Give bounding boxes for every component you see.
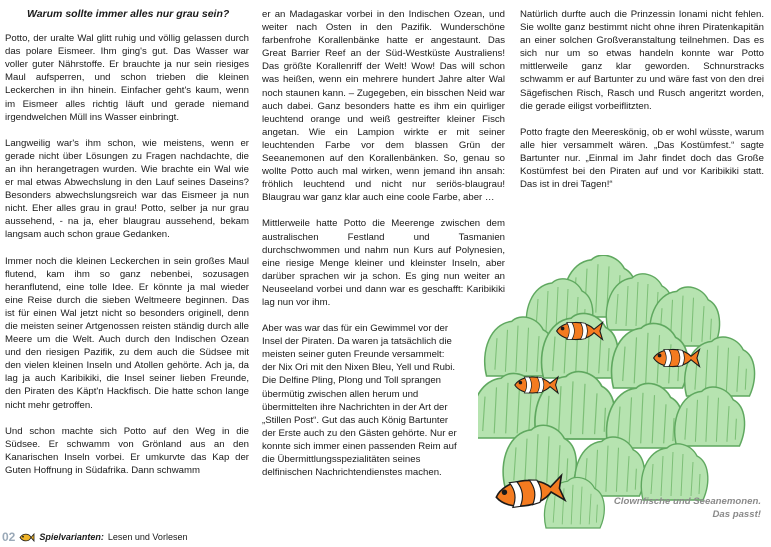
- caption-line: Clownfische und Seeanemonen.: [613, 496, 761, 507]
- page-number: 02: [2, 530, 16, 544]
- text-column-3: [520, 8, 764, 204]
- paragraph: Und schon machte sich Potto auf den Weg in die Südsee. Er schwamm von Grönland aus an den Kanarischen Inseln vorbei. Er umkurvte das Kap der Guten Hoffnung in Südafrika. Dann schwamm: [5, 425, 249, 476]
- paragraph: Mittlerweile hatte Potto die Meerenge zwischen dem australischen Festland und Tasmanien durchschwommen und nahm nun Kurs auf Polynesien, eine riesige Menge kleiner und kleinster Inseln, aber darüber sprachen wir ja schon. Es ging nun weiter an Neuseeland vorbei und dann war es geschafft: Karibikiki lag nun vor ihm.: [262, 218, 505, 308]
- article-title: Warum sollte immer alles nur grau sein?: [27, 8, 230, 20]
- paragraph: Langweilig war's ihm schon, wie meistens, wenn er gerade nicht über Lösungen zu Fragen nachdachte, die an ihn herangetragen wurden. Wie brachte ein Wal wie er mal etwas Abwechslung in den Lauf seines Daseins? Besonders abwechslungsreich war das Eismeer ja nun nicht. Eher alles grau in grau! Potto, selber ja nur grau aussehend, - na ja, eher blaugrau aussehend, bekam langsam auch schon graue Gedanken.: [5, 137, 249, 241]
- illustration-caption: [614, 496, 761, 521]
- paragraph: Potto fragte den Meereskönig, ob er wohl wüsste, warum alle hier versammelt wären. „Das Kostümfest.“ sagte Bartunter nur. „Einmal im Jahr findet doch das Große Kostümfest bei den Piraten auf und vor Karibikiki statt. Das ist in drei Tagen!“: [520, 126, 764, 191]
- section-label: Spielvarianten:: [39, 532, 104, 542]
- paragraph: Natürlich durfte auch die Prinzessin Ionami nicht fehlen. Sie wollte ganz bestimmt nicht ohne ihren Piratenkapitän an einer solchen Großveranstaltung teilnehmen. Das es sich nur um so etwas handeln konnte war Potto mittlerweile ganz klar geworden. Schnurstracks schwamm er auf Bartunter zu und wäre fast von den drei Sägefischen Risch, Rasch und Rusch angeritzt worden, die gerade eiligst vorbeiflitzten.: [520, 9, 764, 112]
- paragraph: Potto, der uralte Wal glitt ruhig und völlig gelassen durch das polare Eismeer. Ihm ging's gut. Das Wasser war voller guter Nährstoffe. Er brauchte ja nur sein riesiges Maul aufsperren, und schon trieben die kleinen Leckerchen in ihn hinein. Einfacher geht's kaum, wenn im Eismeer alles richtig läuft und gerade niemand irgendwelchen Müll ins Wasser einbringt.: [5, 33, 249, 123]
- text-column-2: [262, 8, 505, 492]
- paragraph: Immer noch die kleinen Leckerchen in sein großes Maul flutend, kam ihm so ganz nebenbei, sozusagen heranflutend, eine tolle Idee. Er könnte ja mal wieder eine Reise durch die sieben Weltmeere beginnen. Das ist für einen Wal jetzt nicht so besonders originell, denn die meisten seiner Artgenossen reisten ständig durch alle Meere um die Welt. Auch durch den Indischen Ozean und den riesigen Pazifik, zu dem auch die Südsee mit den vielen kleinen Inseln und Atollen gehörte. Ach ja, da lag ja auch Karibikiki, die Insel seiner lieben Freunde, den Piraten des Käpt'n Hackfisch. Die hatte schon lange nicht mehr getroffen.: [5, 255, 249, 411]
- section-topic: Lesen und Vorlesen: [107, 532, 188, 542]
- page-footer: [2, 530, 187, 544]
- fish-icon: [19, 532, 35, 543]
- paragraph: Aber was war das für ein Gewimmel vor der Insel der Piraten. Da waren ja tatsächlich die meisten seiner guten Freunde versammelt: der Nix Ori mit den Nixen Bleu, Yell und Rubi. Die Delfine Pling, Plong und Toll sprangen übermütig zwischen allen herum und übermittelten ihre Nachrichten in der Art der „Stillen Post“. Gut das auch König Bartunter der Erste auch zu den Gästen gehörte. Nur er konnte sich immer einen passenden Reim auf die Übermittlungsspezialitäten seines delfinischen Nachrichtendienstes machen.: [262, 323, 457, 479]
- paragraph: er an Madagaskar vorbei in den Indischen Ozean, und weiter nach Osten in den Pazifik. Wunderschöne farbenfrohe Korallenbänke hatte er angestaunt. Das Great Barrier Reef an der Süd-Westküste Australiens! Das größte Korallenriff der Welt! Wow! Das will schon was heißen, wenn ein mehrere hundert Jahre alter Wal noch staunen kann. – Zugegeben, ein bisschen Neid war auch dabei. Ganz besonders hatte es ihm ein quirliger leuchtend orange und weiß gestreifter kleiner Fisch angetan. Wie ein Lampion wirkte er mit seiner leuchtenden Farbe vor dem blassen Grün der Seeanemonen auf den Korallenbänken. So, genau so wollte Potto auch mal wirken, wenn jemand ihn ansah: fröhlich leuchtend und nicht nur seriös-blaugrau! Blaugrau war ganz klar auch eine coole Farbe, aber …: [262, 9, 505, 204]
- clownfish-anemone-illustration: [478, 255, 771, 535]
- text-column-1: [5, 8, 249, 490]
- caption-line: Das passt!: [712, 508, 761, 520]
